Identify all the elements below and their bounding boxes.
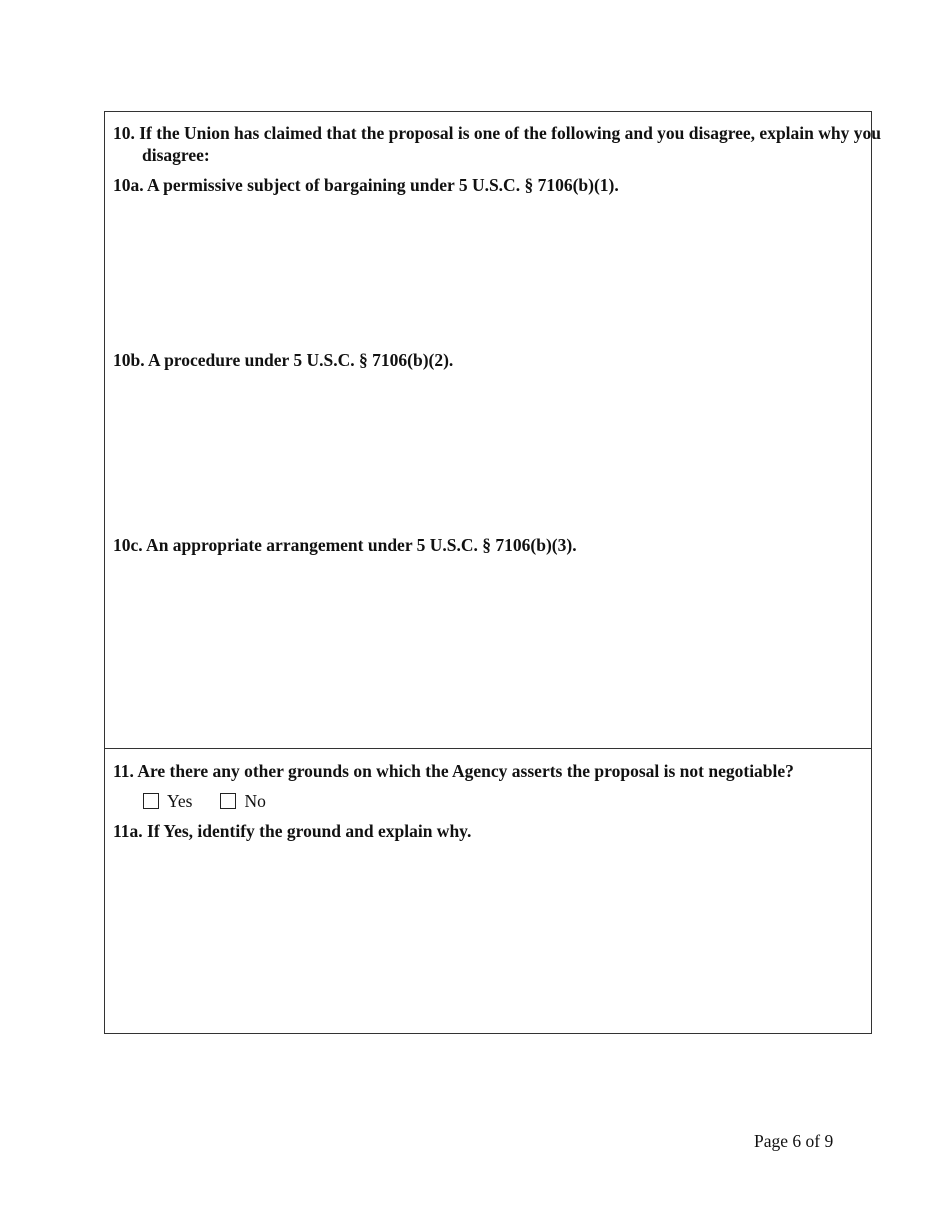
question-11-options: [143, 790, 294, 812]
page-number: Page 6 of 9: [754, 1131, 834, 1151]
question-10c: 10c. An appropriate arrangement under 5 U.S.C. § 7106(b)(3).: [113, 535, 577, 555]
no-checkbox[interactable]: [220, 793, 236, 809]
question-10a: 10a. A permissive subject of bargaining under 5 U.S.C. § 7106(b)(1).: [113, 175, 619, 195]
question-10b: 10b. A procedure under 5 U.S.C. § 7106(b)(2).: [113, 350, 454, 370]
no-option[interactable]: [220, 790, 265, 812]
yes-label: Yes: [167, 791, 193, 811]
form-section-box: [104, 111, 881, 1034]
question-10: 10. If the Union has claimed that the proposal is one of the following and you disagree, explain why you disagree:: [113, 123, 881, 165]
yes-checkbox[interactable]: [143, 793, 159, 809]
question-11a: 11a. If Yes, identify the ground and explain why.: [113, 821, 472, 841]
no-label: No: [244, 791, 266, 811]
yes-option[interactable]: [143, 790, 192, 812]
section-divider: [105, 748, 871, 749]
question-11: 11. Are there any other grounds on which the Agency asserts the proposal is not negotiable?: [113, 761, 794, 781]
